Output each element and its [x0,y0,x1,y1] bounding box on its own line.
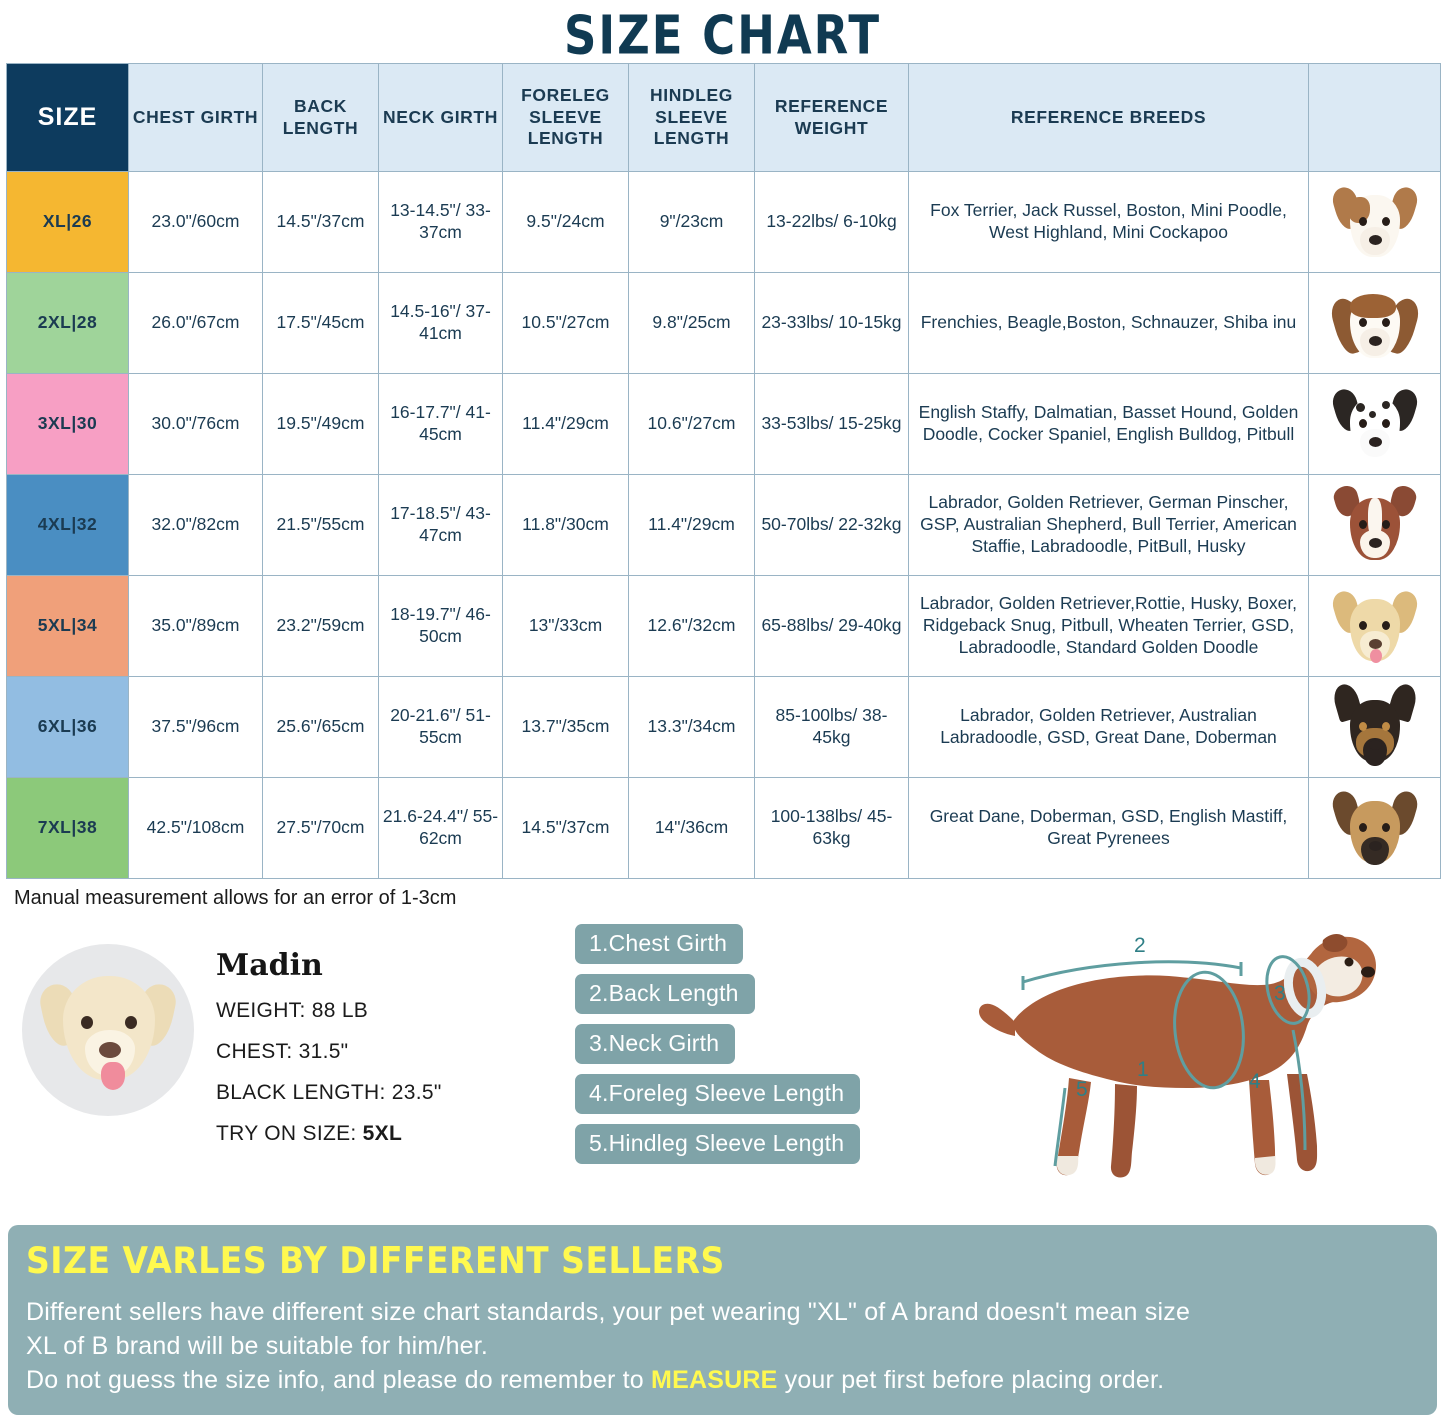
avatar [22,944,194,1116]
table-row [7,576,1441,677]
jack-russell-terrier-photo [1312,176,1437,268]
foreleg-sleeve-value: 10.5"/27cm [503,273,629,374]
diagram-label-5: 5 [1076,1078,1088,1101]
hindleg-sleeve-value: 9"/23cm [629,172,755,273]
measurement-note: Manual measurement allows for an error of 1-3cm [14,887,457,909]
banner-line-3-b: your pet first before placing order. [777,1365,1165,1394]
title-bar [0,0,1445,67]
table-row [7,172,1441,273]
try-on-label: TRY ON SIZE: [216,1122,357,1145]
reference-weight-value: 50-70lbs/ 22-32kg [755,475,909,576]
size-chart-table-container [0,63,1445,879]
breed-photo-cell [1309,475,1441,576]
size-label: 7XL|38 [7,778,129,879]
reference-weight-value: 33-53lbs/ 15-25kg [755,374,909,475]
hindleg-sleeve-value: 13.3"/34cm [629,677,755,778]
table-row [7,475,1441,576]
pet-info [216,944,442,1163]
reference-breeds-value: Labrador, Golden Retriever,Rottie, Husky, Boxer, Ridgeback Snug, Pitbull, Wheaten Terrier, GSD, Labradoodle, Standard Golden Doodle [909,576,1309,677]
diagram-label-1: 1 [1137,1058,1149,1081]
banner-line-1: Different sellers have different size chart standards, your pet wearing "XL" of A brand doesn't mean size [26,1298,1191,1326]
foreleg-sleeve-value: 11.4"/29cm [503,374,629,475]
banner-measure-highlight: MEASURE [651,1365,778,1394]
seller-size-warning-banner [8,1225,1437,1415]
breed-photo-cell [1309,677,1441,778]
breed-photo-cell [1309,172,1441,273]
hindleg-sleeve-value: 9.8"/25cm [629,273,755,374]
back-length-value: 25.6"/65cm [263,677,379,778]
neck-girth-value: 21.6-24.4"/ 55-62cm [379,778,503,879]
col-header-reference-breeds: REFERENCE BREEDS [909,64,1309,172]
reference-breeds-value: Labrador, Golden Retriever, German Pinscher, GSP, Australian Shepherd, Bull Terrier, American Staffie, Labradoodle, PitBull, Husky [909,475,1309,576]
german-shepherd-photo [1312,681,1437,773]
dalmatian-photo [1312,378,1437,470]
reference-weight-value: 23-33lbs/ 10-15kg [755,273,909,374]
neck-girth-value: 18-19.7"/ 46-50cm [379,576,503,677]
chest-girth-value: 42.5"/108cm [129,778,263,879]
pet-try-on-row [216,1122,442,1146]
great-dane-photo [1312,782,1437,874]
neck-girth-value: 16-17.7"/ 41-45cm [379,374,503,475]
dog-illustration [979,934,1376,1178]
size-label: 2XL|28 [7,273,129,374]
col-header-back-length: BACK LENGTH [263,64,379,172]
col-header-foreleg-sleeve-length: FORELEG SLEEVE LENGTH [503,64,629,172]
pet-back-length: BLACK LENGTH: 23.5" [216,1081,442,1104]
breed-photo-cell [1309,576,1441,677]
neck-girth-value: 13-14.5"/ 33-37cm [379,172,503,273]
size-chart-table [6,63,1441,879]
pet-chest: CHEST: 31.5" [216,1040,349,1063]
hindleg-sleeve-value: 10.6"/27cm [629,374,755,475]
measurement-legend [575,924,860,1164]
reference-weight-value: 13-22lbs/ 6-10kg [755,172,909,273]
pet-name: Madin [216,948,323,983]
foreleg-sleeve-value: 13.7"/35cm [503,677,629,778]
american-staffordshire-terrier-photo [1312,479,1437,571]
foreleg-sleeve-value: 9.5"/24cm [503,172,629,273]
back-length-value: 19.5"/49cm [263,374,379,475]
chest-girth-value: 30.0"/76cm [129,374,263,475]
legend-item-back-length: 2.Back Length [575,974,755,1014]
chest-girth-value: 26.0"/67cm [129,273,263,374]
beagle-photo [1312,277,1437,369]
banner-line-3 [26,1364,1419,1398]
foreleg-sleeve-value: 11.8"/30cm [503,475,629,576]
pet-weight: WEIGHT: 88 LB [216,999,369,1022]
size-label: 6XL|36 [7,677,129,778]
table-row [7,273,1441,374]
col-header-neck-girth: NECK GIRTH [379,64,503,172]
back-length-value: 21.5"/55cm [263,475,379,576]
yellow-labrador-photo [33,958,183,1108]
size-label: 3XL|30 [7,374,129,475]
size-label: XL|26 [7,172,129,273]
diagram-label-2: 2 [1134,934,1146,957]
labrador-photo [1312,580,1437,672]
dog-measurement-diagram [919,910,1439,1198]
reference-weight-value: 100-138lbs/ 45-63kg [755,778,909,879]
col-header-breed-photo [1309,64,1441,172]
legend-item-neck-girth: 3.Neck Girth [575,1024,735,1064]
breed-photo-cell [1309,374,1441,475]
size-label: 5XL|34 [7,576,129,677]
breed-photo-cell [1309,778,1441,879]
foreleg-sleeve-value: 14.5"/37cm [503,778,629,879]
col-header-chest-girth: CHEST GIRTH [129,64,263,172]
back-length-value: 14.5"/37cm [263,172,379,273]
back-length-value: 27.5"/70cm [263,778,379,879]
table-row [7,778,1441,879]
breed-photo-cell [1309,273,1441,374]
table-row [7,677,1441,778]
size-label: 4XL|32 [7,475,129,576]
diagram-label-4: 4 [1249,1070,1261,1093]
reference-breeds-value: Frenchies, Beagle,Boston, Schnauzer, Shiba inu [909,273,1309,374]
chest-girth-value: 37.5"/96cm [129,677,263,778]
hindleg-sleeve-value: 11.4"/29cm [629,475,755,576]
reference-weight-value: 65-88lbs/ 29-40kg [755,576,909,677]
banner-body [26,1296,1419,1397]
hindleg-sleeve-value: 14"/36cm [629,778,755,879]
back-length-value: 23.2"/59cm [263,576,379,677]
back-length-value: 17.5"/45cm [263,273,379,374]
dog-diagram-svg [919,910,1439,1198]
pet-profile [22,944,442,1163]
try-on-size: 5XL [362,1122,403,1145]
chest-girth-value: 35.0"/89cm [129,576,263,677]
neck-girth-value: 14.5-16"/ 37-41cm [379,273,503,374]
col-header-size: SIZE [7,64,129,172]
chest-girth-value: 23.0"/60cm [129,172,263,273]
banner-title: SIZE VARLES BY DIFFERENT SELLERS [26,1239,725,1282]
hindleg-sleeve-value: 12.6"/32cm [629,576,755,677]
legend-item-hindleg-sleeve-length: 5.Hindleg Sleeve Length [575,1124,860,1164]
reference-breeds-value: Great Dane, Doberman, GSD, English Mastiff, Great Pyrenees [909,778,1309,879]
neck-girth-value: 20-21.6"/ 51-55cm [379,677,503,778]
col-header-hindleg-sleeve-length: HINDLEG SLEEVE LENGTH [629,64,755,172]
reference-breeds-value: Labrador, Golden Retriever, Australian Labradoodle, GSD, Great Dane, Doberman [909,677,1309,778]
legend-item-chest-girth: 1.Chest Girth [575,924,743,964]
banner-line-3-a: Do not guess the size info, and please do remember to [26,1365,652,1394]
page-title: SIZE CHART [563,4,882,67]
legend-item-foreleg-sleeve-length: 4.Foreleg Sleeve Length [575,1074,860,1114]
col-header-reference-weight: REFERENCE WEIGHT [755,64,909,172]
reference-breeds-value: Fox Terrier, Jack Russel, Boston, Mini Poodle, West Highland, Mini Cockapoo [909,172,1309,273]
neck-girth-value: 17-18.5"/ 43-47cm [379,475,503,576]
reference-breeds-value: English Staffy, Dalmatian, Basset Hound, Golden Doodle, Cocker Spaniel, English Bulldog, Pitbull [909,374,1309,475]
reference-weight-value: 85-100lbs/ 38-45kg [755,677,909,778]
chest-girth-value: 32.0"/82cm [129,475,263,576]
banner-line-2: XL of B brand will be suitable for him/her. [26,1331,489,1360]
foreleg-sleeve-value: 13"/33cm [503,576,629,677]
middle-section [0,910,1445,1200]
table-row [7,374,1441,475]
table-header-row [7,64,1441,172]
diagram-label-3: 3 [1274,982,1286,1005]
